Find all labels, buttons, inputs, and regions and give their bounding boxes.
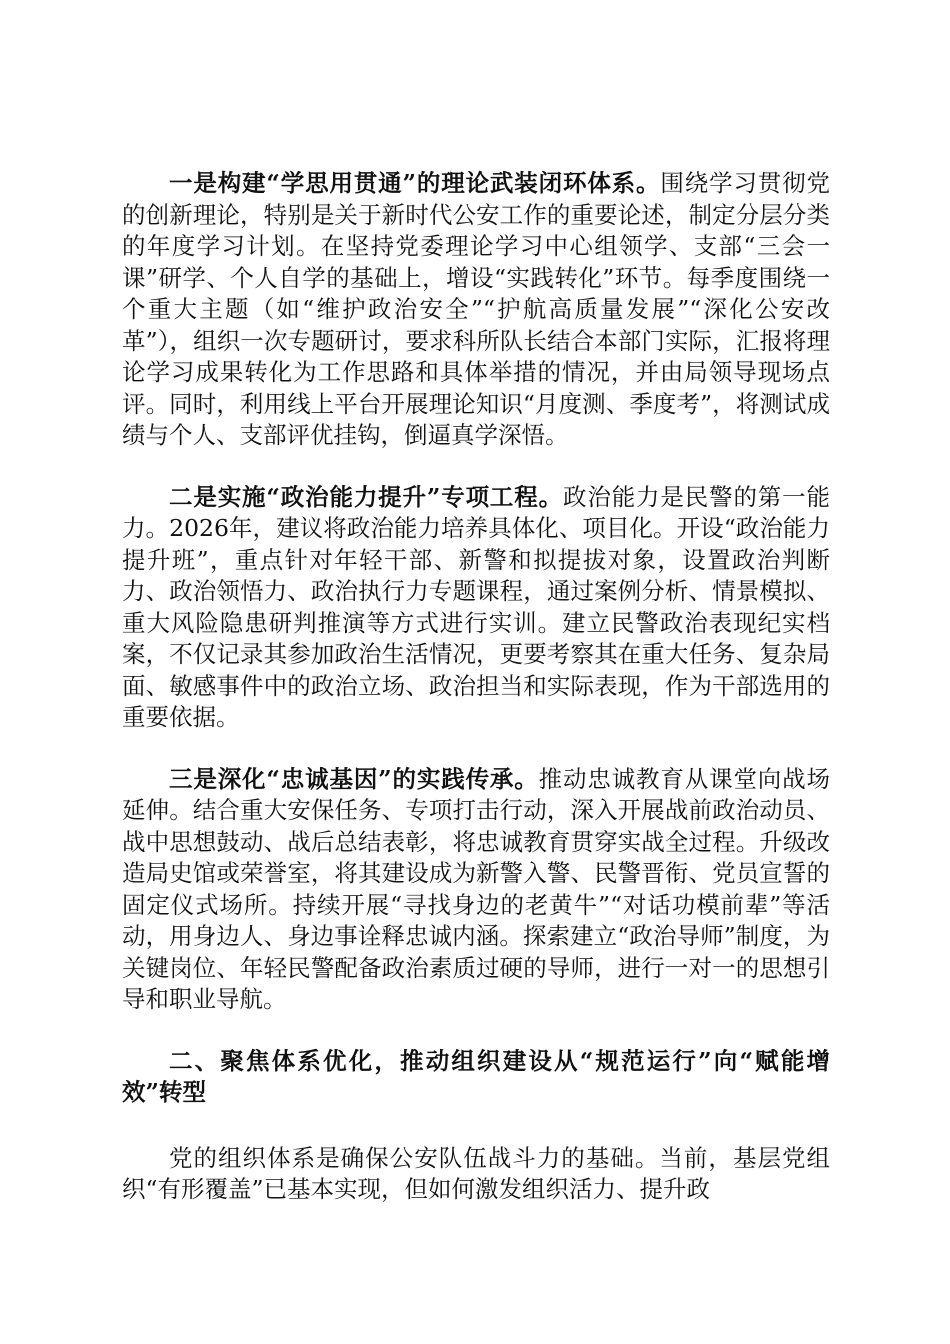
paragraph-body: 推动忠诚教育从课堂向战场延伸。结合重大安保任务、专项打击行动，深入开展战前政治动员、战中思想鼓动、战后总结表彰，将忠诚教育贯穿实战全过程。升级改造局史馆或荣誉室，将其建设成为新警入警、民警晋衔、党员宣誓的固定仪式场所。持续开展“寻找身边的老黄牛”“对话功模前辈”等活动，用身边人、身边事诠释忠诚内涵。探索建立“政治导师”制度，为关键岗位、年轻民警配备政治素质过硬的导师，进行一对一的思想引导和职业导航。 (122, 764, 830, 1013)
paragraph-lead: 一是构建“学思用贯通”的理论武装闭环体系。 (169, 169, 661, 197)
paragraph-lead: 三是深化“忠诚基因”的实践传承。 (169, 764, 539, 793)
section-heading (122, 1046, 830, 1109)
paragraph-body: 围绕学习贯彻党的创新理论，特别是关于新时代公安工作的重要论述，制定分层分类的年度学习计划。在坚持党委理论学习中心组领学、支部“三会一课”研学、个人自学的基础上，增设“实践转化”环节。每季度围绕一个重大主题（如“维护政治安全”“护航高质量发展”“深化公安改革”），组织一次专题研讨，要求科所队长结合本部门实际，汇报将理论学习成果转化为工作思路和具体举措的情况，并由局领导现场点评。同时，利用线上平台开展理论知识“月度测、季度考”，将测试成绩与个人、支部评优挂钩，倒逼真学深悟。 (122, 169, 830, 449)
paragraph-loyalty-gene (122, 764, 830, 1016)
section-heading-text: 二、聚焦体系优化，推动组织建设从“规范运行”向“赋能增效”转型 (122, 1046, 830, 1106)
paragraph-political-ability (122, 482, 830, 734)
paragraph-body: 党的组织体系是确保公安队伍战斗力的基础。当前，基层党组织“有形覆盖”已基本实现，但如何激发组织活力、提升政 (122, 1143, 830, 1203)
document-page (122, 168, 830, 1236)
paragraph-organization-system (122, 1143, 830, 1206)
paragraph-body: 政治能力是民警的第一能力。2026年，建议将政治能力培养具体化、项目化。开设“政治能力提升班”，重点针对年轻干部、新警和拟提拔对象，设置政治判断力、政治领悟力、政治执行力专题课程，通过案例分析、情景模拟、重大风险隐患研判推演等方式进行实训。建立民警政治表现纪实档案，不仅记录其参加政治生活情况，更要考察其在重大任务、复杂局面、敏感事件中的政治立场、政治担当和实际表现，作为干部选用的重要依据。 (122, 482, 831, 731)
paragraph-lead: 二是实施“政治能力提升”专项工程。 (169, 482, 563, 511)
paragraph-theory-study (122, 168, 830, 452)
